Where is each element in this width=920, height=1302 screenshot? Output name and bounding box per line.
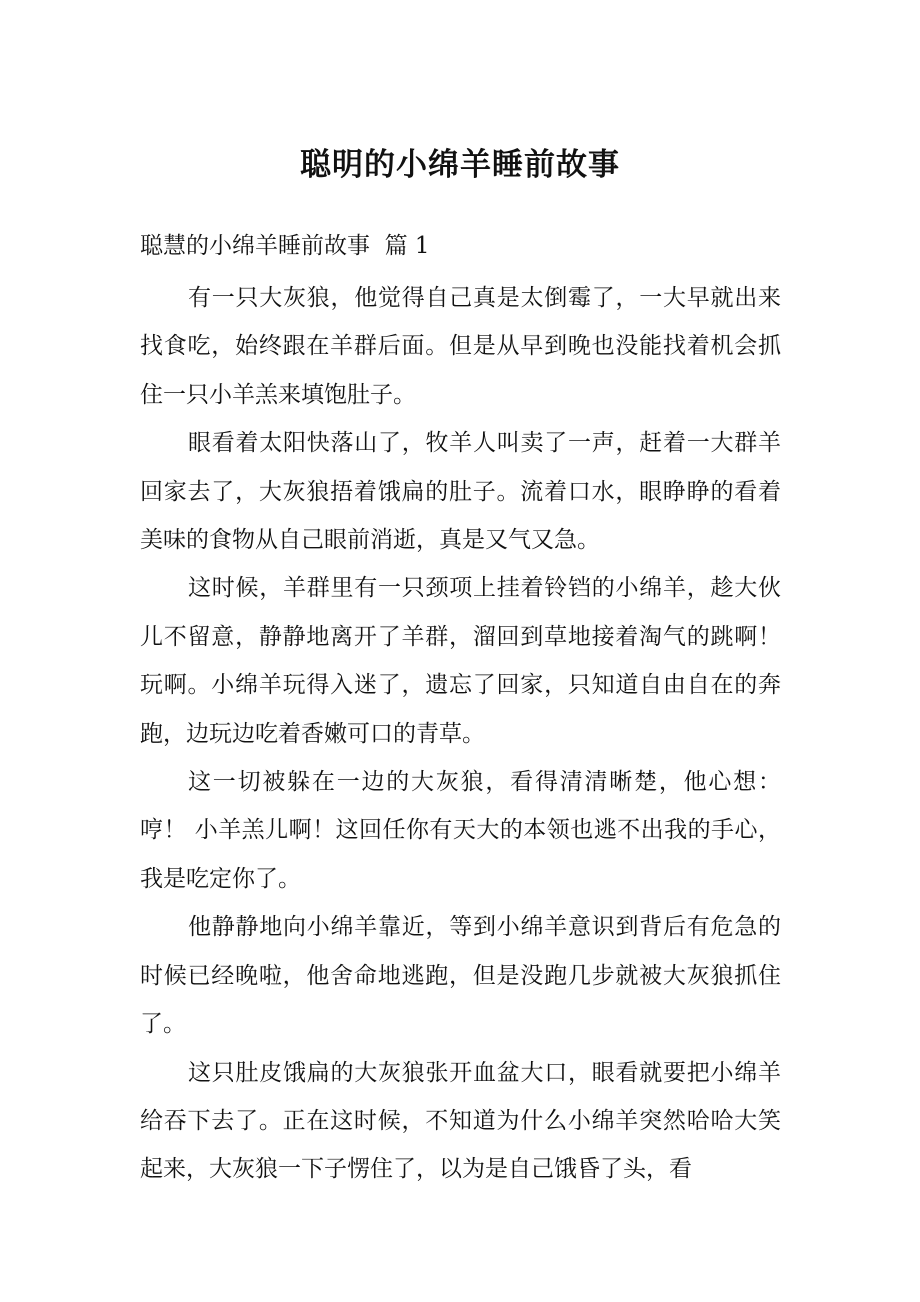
paragraph: 他静静地向小绵羊靠近，等到小绵羊意识到背后有危急的时候已经晚啦，他舍命地逃跑，但是没跑几步就被大灰狼抓住了。 (140, 914, 781, 1038)
document-title: 聪明的小绵羊睡前故事 (300, 147, 620, 183)
paragraph: 这只肚皮饿扁的大灰狼张开血盆大口，眼看就要把小绵羊给吞下去了。正在这时候，不知道为什么小绵羊突然哈哈大笑起来，大灰狼一下子愣住了，以为是自己饿昏了头，看 (140, 1059, 781, 1183)
section-heading: 聪慧的小绵羊睡前故事 篇 1 (140, 233, 430, 259)
paragraph: 这时候，羊群里有一只颈项上挂着铃铛的小绵羊，趁大伙儿不留意，静静地离开了羊群，溜回到草地接着淘气的跳啊！玩啊。小绵羊玩得入迷了，遗忘了回家，只知道自由自在的奔跑，边玩边吃着香嫩可口的青草。 (140, 575, 781, 747)
paragraph: 眼看着太阳快落山了，牧羊人叫卖了一声，赶着一大群羊回家去了，大灰狼捂着饿扁的肚子。流着口水，眼睁睁的看着美味的食物从自己眼前消逝，真是又气又急。 (140, 430, 781, 554)
document-body (140, 274, 781, 1194)
paragraph: 有一只大灰狼，他觉得自己真是太倒霉了，一大早就出来找食吃，始终跟在羊群后面。但是从早到晚也没能找着机会抓住一只小羊羔来填饱肚子。 (140, 285, 781, 408)
paragraph: 这一切被躲在一边的大灰狼，看得清清晰楚，他心想：哼！ 小羊羔儿啊！这回任你有天大的本领也逃不出我的手心，我是吃定你了。 (140, 769, 781, 892)
